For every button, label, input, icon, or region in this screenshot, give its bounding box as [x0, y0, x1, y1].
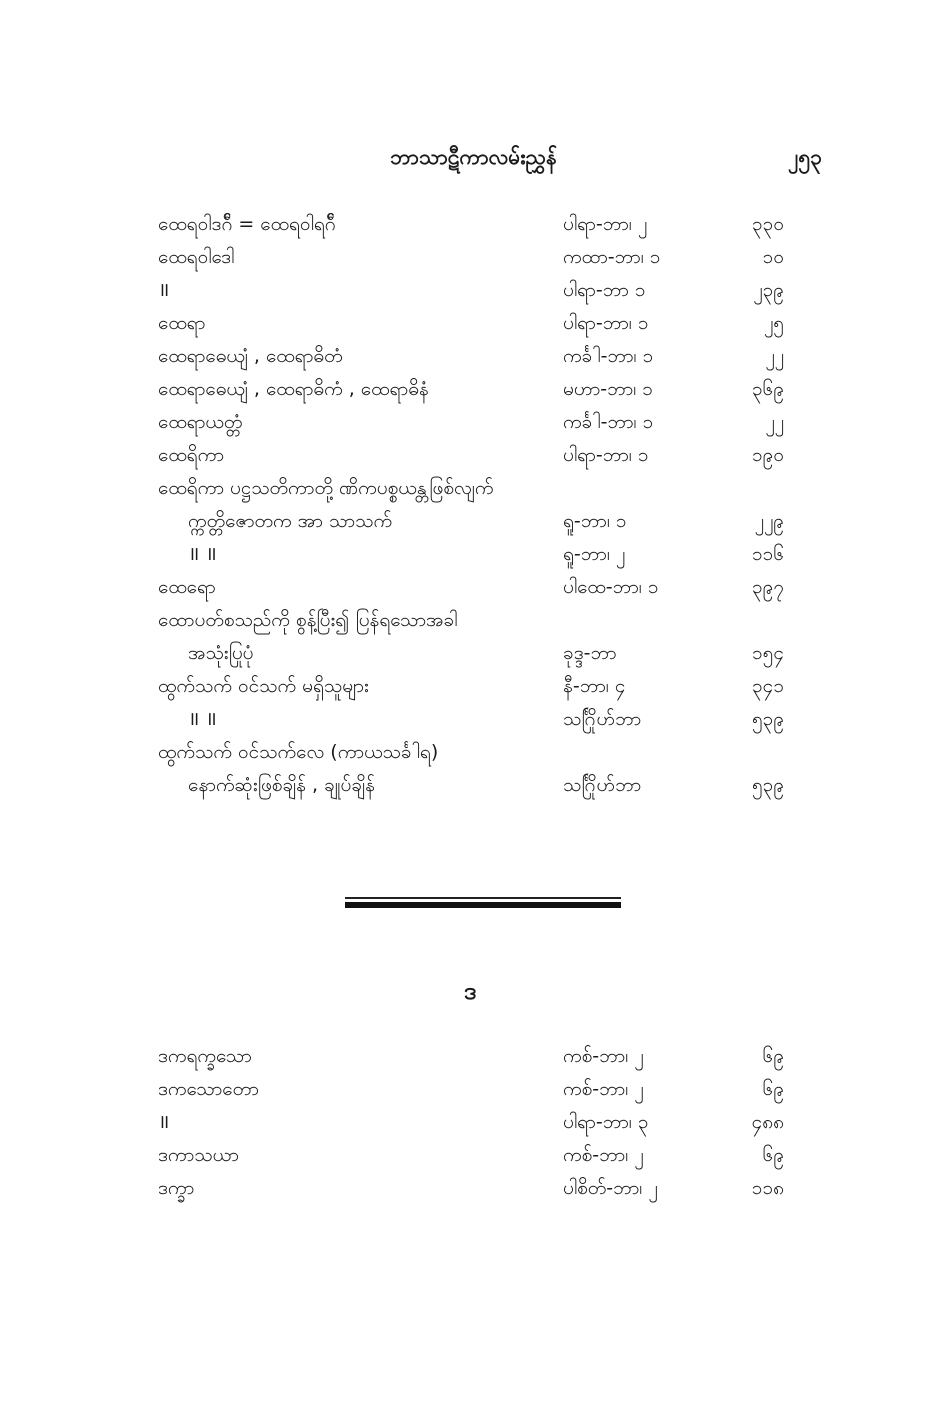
entry-source: ကစ်-ဘာ၊ ၂ [563, 1078, 644, 1100]
index-entry [0, 340, 940, 373]
section-divider [345, 897, 621, 909]
entry-page: ၃၄၁ [751, 675, 784, 697]
entry-source: နီ-ဘာ၊ ၄ [563, 675, 626, 697]
entry-term: ॥ ॥ [188, 708, 217, 730]
entry-term: ထေရာယတ္တံ [158, 411, 243, 433]
entry-source: သင်္ဂြိုဟ်ဘာ [563, 774, 642, 796]
index-entry [0, 571, 940, 604]
index-entry [0, 703, 940, 736]
entry-page: ၃၃၀ [751, 213, 784, 235]
index-entry [0, 1073, 940, 1106]
entry-term: ဒကသောတော [158, 1078, 259, 1100]
entry-term: ထေရိကာ [158, 444, 224, 466]
index-entry [0, 736, 940, 769]
index-section-da [0, 1040, 940, 1205]
entry-source: ပါရာ-ဘာ၊ ၂ [563, 213, 648, 235]
index-entry [0, 1172, 940, 1205]
index-entry [0, 1106, 940, 1139]
index-entry [0, 1040, 940, 1073]
page-header [0, 140, 940, 180]
entry-source: ကထာ-ဘာ၊ ၁ [563, 246, 661, 268]
entry-term: ॥ [158, 1111, 170, 1133]
entry-term: ထောပတ်စသည်ကို စွန့်ပြီး၍ ပြန်ရသောအခါ [158, 609, 458, 631]
page-number: ၂၅၃ [788, 145, 822, 169]
entry-term: ထေရာဓေယျံ , ထေရာဓိတံ [158, 345, 343, 367]
entry-term: ဒကာသယာ [158, 1144, 239, 1166]
entry-page: ၆၉ [762, 1045, 784, 1067]
index-entry [0, 538, 940, 571]
entry-page: ၁၉၀ [751, 444, 784, 466]
entry-source: ကင်္ခါ-ဘာ၊ ၁ [563, 345, 654, 367]
index-entry [0, 439, 940, 472]
entry-page: ၂၂ [765, 345, 784, 367]
index-entry [0, 637, 940, 670]
entry-page: ၂၅ [763, 312, 784, 334]
entry-source: ပါရာ-ဘာ ၁ [563, 279, 646, 301]
index-entry [0, 208, 940, 241]
entry-page: ၆၉ [762, 1078, 784, 1100]
index-entry [0, 241, 940, 274]
entry-page: ၁၀ [762, 246, 784, 268]
entry-page: ၄၈၈ [751, 1111, 784, 1133]
entry-term: က္ကတ္တိဇောတက အာ သာသက် [188, 510, 393, 532]
entry-page: ၃၆၉ [751, 378, 784, 400]
entry-source: သင်္ဂြိုဟ်ဘာ [563, 708, 642, 730]
entry-term: ထေရာဓေယျံ , ထေရာဓိကံ , ထေရာဓိနံ [158, 378, 429, 400]
entry-page: ၁၅၄ [751, 642, 784, 664]
entry-term: အသုံးပြုပုံ [188, 642, 254, 664]
entry-term: ထေရဝါဒေါ [158, 246, 235, 268]
entry-term: နောက်ဆုံးဖြစ်ချိန် , ချုပ်ချိန် [188, 774, 375, 796]
entry-source: ပါရာ-ဘာ၊ ၁ [563, 444, 649, 466]
entry-source: ကစ်-ဘာ၊ ၂ [563, 1045, 644, 1067]
entry-source: ကင်္ခါ-ဘာ၊ ၁ [563, 411, 654, 433]
index-entry [0, 505, 940, 538]
divider-thin-rule [345, 897, 621, 899]
index-entry [0, 1139, 940, 1172]
entry-page: ၂၂၉ [754, 510, 784, 532]
entry-page: ၃၉၇ [751, 576, 784, 598]
index-entry [0, 670, 940, 703]
entry-term: ထေရော [158, 576, 216, 598]
entry-page: ၅၃၉ [751, 708, 784, 730]
entry-term: ဒကရက္ခသော [158, 1045, 252, 1067]
entry-page: ၁၁၈ [751, 1177, 784, 1199]
index-section-tha [0, 208, 940, 802]
entry-source: ပါထေ-ဘာ၊ ၁ [563, 576, 659, 598]
entry-source: ခုဒ္ဒ-ဘာ [563, 642, 617, 664]
entry-source: မဟာ-ဘာ၊ ၁ [563, 378, 653, 400]
running-title: ဘာသာဋီကာလမ်းညွှန် [390, 145, 557, 169]
entry-page: ၁၁၆ [751, 543, 784, 565]
index-entry [0, 406, 940, 439]
index-entry [0, 373, 940, 406]
index-entry [0, 274, 940, 307]
entry-term: ထေရဝါဒဂ်ီ = ထေရဝါရဂ်ီ [158, 213, 336, 235]
letter-heading: ဒ [463, 977, 477, 1005]
entry-term: ထွက်သက် ဝင်သက် မရှိသူများ [158, 675, 369, 697]
divider-thick-rule [345, 902, 621, 908]
entry-page: ၅၃၉ [751, 774, 784, 796]
entry-source: ကစ်-ဘာ၊ ၂ [563, 1144, 644, 1166]
entry-source: ရူ-ဘာ၊ ၁ [563, 510, 627, 532]
entry-source: ပါရာ-ဘာ၊ ၃ [563, 1111, 649, 1133]
index-entry [0, 769, 940, 802]
index-entry [0, 604, 940, 637]
entry-page: ၂၃၉ [753, 279, 784, 301]
entry-term: ॥ ॥ [188, 543, 217, 565]
entry-term: ထေရိကာ ပဋ္ဌသတိကာတို့ ဏိကပစ္စယန္တဖြစ်လျက် [158, 477, 494, 499]
entry-term: ဒက္ခာ [158, 1177, 195, 1199]
entry-term: ထေရာ [158, 312, 206, 334]
entry-page: ၆၉ [762, 1144, 784, 1166]
entry-source: ပါရာ-ဘာ၊ ၁ [563, 312, 649, 334]
entry-term: ထွက်သက် ဝင်သက်လေ (ကာယသင်္ခါရ) [158, 741, 439, 763]
entry-term: ॥ [158, 279, 170, 301]
index-entry [0, 472, 940, 505]
entry-page: ၂၂ [765, 411, 784, 433]
index-entry [0, 307, 940, 340]
entry-source: ပါစိတ်-ဘာ၊ ၂ [563, 1177, 658, 1199]
entry-source: ရူ-ဘာ၊ ၂ [563, 543, 626, 565]
